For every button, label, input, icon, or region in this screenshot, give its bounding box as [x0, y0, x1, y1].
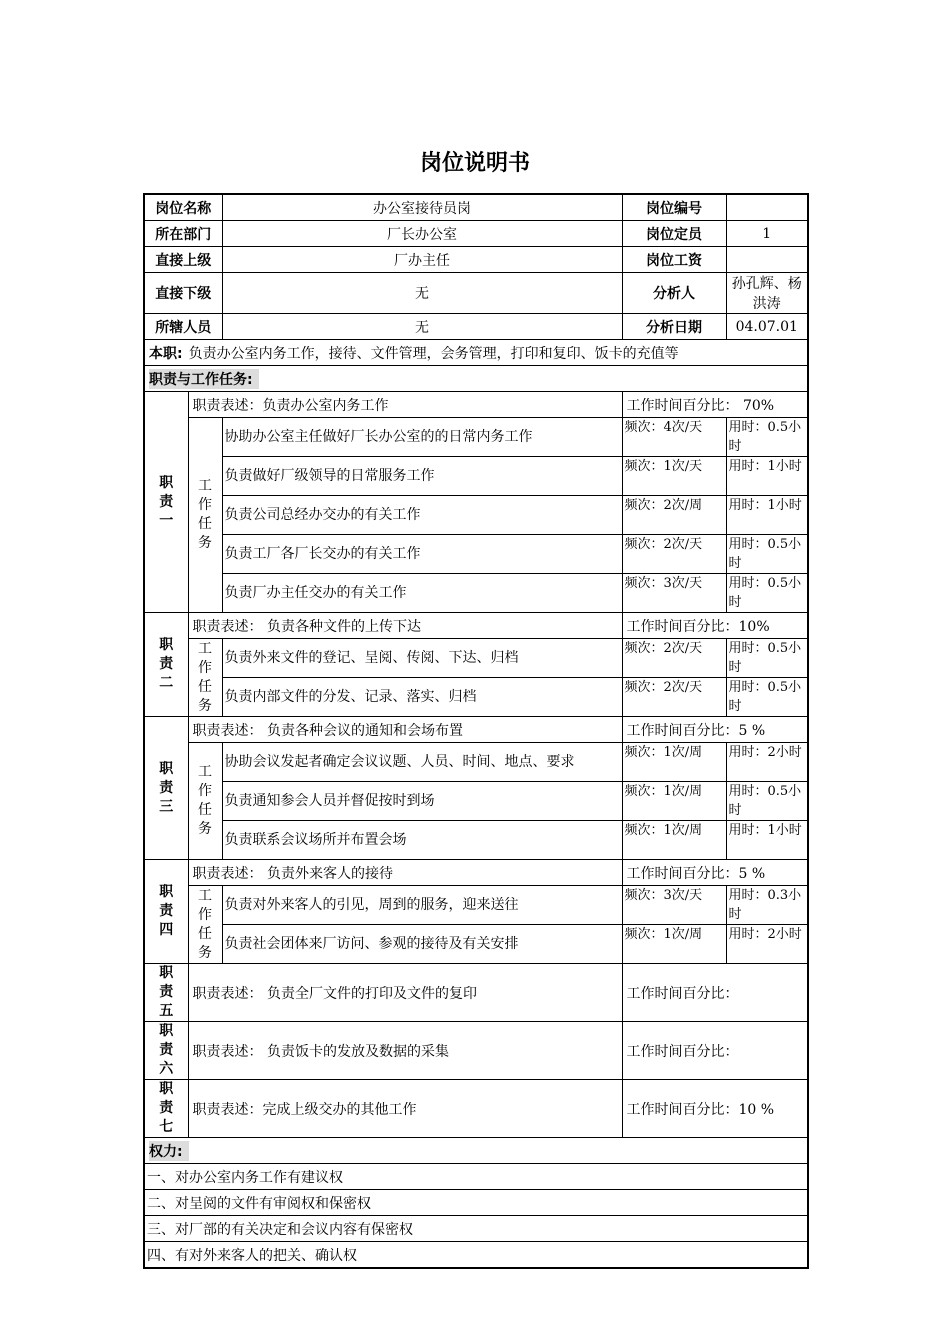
- tasks-label-text: 工作任务: [198, 887, 212, 961]
- field-value: 厂办主任: [222, 247, 622, 273]
- duty-description: 职责表述： 负责各种会议的通知和会场布置: [188, 717, 622, 743]
- task-text: 负责内部文件的分发、记录、落实、归档: [222, 678, 622, 717]
- job-description-table: [143, 193, 809, 1269]
- task-hours: 用时：0.5小时: [726, 574, 808, 613]
- duty-time-percent: 工作时间百分比：10 %: [622, 1080, 808, 1138]
- tasks-label: [188, 418, 222, 613]
- task-hours: 用时：0.5小时: [726, 535, 808, 574]
- tasks-label: [188, 743, 222, 860]
- duty-name-text: 职责二: [159, 637, 174, 691]
- field-label: 所在部门: [144, 221, 222, 247]
- task-frequency: 频次：1次/天: [622, 457, 726, 496]
- summary-label: 本职:: [149, 345, 183, 362]
- task-text: 协助会议发起者确定会议议题、人员、时间、地点、要求: [222, 743, 622, 782]
- task-text: 负责社会团体来厂访问、参观的接待及有关安排: [222, 925, 622, 964]
- task-frequency: 频次：1次/周: [622, 743, 726, 782]
- task-text: 负责厂办主任交办的有关工作: [222, 574, 622, 613]
- task-text: 负责工厂各厂长交办的有关工作: [222, 535, 622, 574]
- field-label: 岗位编号: [622, 194, 726, 221]
- tasks-label-text: 工作任务: [198, 478, 212, 551]
- task-text: 负责对外来客人的引见，周到的服务，迎来送往: [222, 886, 622, 925]
- tasks-label: [188, 639, 222, 717]
- duty-name: [144, 717, 188, 860]
- duty-name: [144, 1022, 188, 1080]
- power-header: [144, 1138, 808, 1164]
- task-frequency: 频次：1次/周: [622, 821, 726, 860]
- duty-description: 职责表述： 负责饭卡的发放及数据的采集: [188, 1022, 622, 1080]
- field-value: 无: [222, 314, 622, 340]
- duty-time-percent: 工作时间百分比：: [622, 964, 808, 1022]
- field-value: [726, 194, 808, 221]
- field-label: 岗位定员: [622, 221, 726, 247]
- duty-name-text: 职责六: [159, 1023, 174, 1077]
- duty-name-text: 职责一: [159, 474, 174, 529]
- task-text: 协助办公室主任做好厂长办公室的的日常内务工作: [222, 418, 622, 457]
- duty-description: 职责表述：负责办公室内务工作: [188, 392, 622, 418]
- field-label: 岗位工资: [622, 247, 726, 273]
- duty-description: 职责表述： 负责各种文件的上传下达: [188, 613, 622, 639]
- duty-name: [144, 860, 188, 964]
- task-frequency: 频次：2次/天: [622, 535, 726, 574]
- field-label: 直接下级: [144, 273, 222, 314]
- task-frequency: 频次：3次/天: [622, 574, 726, 613]
- field-label: 直接上级: [144, 247, 222, 273]
- field-value: 孙孔辉、杨洪涛: [726, 273, 808, 314]
- field-value: 无: [222, 273, 622, 314]
- task-hours: 用时：1小时: [726, 496, 808, 535]
- task-hours: 用时：2小时: [726, 925, 808, 964]
- task-frequency: 频次：1次/周: [622, 925, 726, 964]
- duty-description: 职责表述： 负责外来客人的接待: [188, 860, 622, 886]
- duty-description: 职责表述： 负责全厂文件的打印及文件的复印: [188, 964, 622, 1022]
- tasks-label-text: 工作任务: [198, 764, 212, 837]
- field-label: 岗位名称: [144, 194, 222, 221]
- task-hours: 用时：2小时: [726, 743, 808, 782]
- task-frequency: 频次：2次/天: [622, 678, 726, 717]
- field-value: 厂长办公室: [222, 221, 622, 247]
- power-item: 一、对办公室内务工作有建议权: [144, 1164, 808, 1190]
- duties-header-label: 职责与工作任务:: [149, 369, 259, 389]
- task-text: 负责通知参会人员并督促按时到场: [222, 782, 622, 821]
- field-value: 1: [726, 221, 808, 247]
- duty-name: [144, 613, 188, 717]
- task-hours: 用时：0.5小时: [726, 418, 808, 457]
- task-text: 负责公司总经办交办的有关工作: [222, 496, 622, 535]
- task-hours: 用时：0.5小时: [726, 639, 808, 678]
- field-value: 04.07.01: [726, 314, 808, 340]
- tasks-label-text: 工作任务: [198, 640, 212, 714]
- field-label: 分析人: [622, 273, 726, 314]
- task-frequency: 频次：1次/周: [622, 782, 726, 821]
- field-value: [726, 247, 808, 273]
- duty-time-percent: 工作时间百分比：5 %: [622, 717, 808, 743]
- task-hours: 用时：1小时: [726, 821, 808, 860]
- task-hours: 用时：0.5小时: [726, 678, 808, 717]
- power-item: 二、对呈阅的文件有审阅权和保密权: [144, 1190, 808, 1216]
- duty-name: [144, 392, 188, 613]
- responsibility-summary: [144, 340, 808, 366]
- summary-text: 负责办公室内务工作，接待、文件管理，会务管理，打印和复印、饭卡的充值等: [188, 345, 679, 362]
- duty-name-text: 职责四: [159, 884, 174, 938]
- duty-time-percent: 工作时间百分比：10%: [622, 613, 808, 639]
- duty-time-percent: 工作时间百分比：: [622, 1022, 808, 1080]
- task-hours: 用时：0.3小时: [726, 886, 808, 925]
- task-text: 负责做好厂级领导的日常服务工作: [222, 457, 622, 496]
- duty-name: [144, 964, 188, 1022]
- duty-time-percent: 工作时间百分比： 70%: [622, 392, 808, 418]
- tasks-label: [188, 886, 222, 964]
- power-item: 三、对厂部的有关决定和会议内容有保密权: [144, 1216, 808, 1242]
- duty-name-text: 职责七: [159, 1081, 174, 1135]
- task-text: 负责外来文件的登记、呈阅、传阅、下达、归档: [222, 639, 622, 678]
- field-value: 办公室接待员岗: [222, 194, 622, 221]
- duty-name-text: 职责三: [159, 760, 174, 815]
- duty-description: 职责表述：完成上级交办的其他工作: [188, 1080, 622, 1138]
- task-text: 负责联系会议场所并布置会场: [222, 821, 622, 860]
- duty-name: [144, 1080, 188, 1138]
- duties-header: [144, 366, 808, 392]
- task-frequency: 频次：4次/天: [622, 418, 726, 457]
- field-label: 分析日期: [622, 314, 726, 340]
- task-frequency: 频次：2次/周: [622, 496, 726, 535]
- task-hours: 用时：1小时: [726, 457, 808, 496]
- page-title: 岗位说明书: [419, 151, 530, 176]
- duty-name-text: 职责五: [159, 965, 174, 1019]
- task-hours: 用时：0.5小时: [726, 782, 808, 821]
- task-frequency: 频次：3次/天: [622, 886, 726, 925]
- field-label: 所辖人员: [144, 314, 222, 340]
- task-frequency: 频次：2次/天: [622, 639, 726, 678]
- power-header-label: 权力:: [149, 1141, 189, 1161]
- power-item: 四、有对外来客人的把关、确认权: [144, 1242, 808, 1269]
- duty-time-percent: 工作时间百分比：5 %: [622, 860, 808, 886]
